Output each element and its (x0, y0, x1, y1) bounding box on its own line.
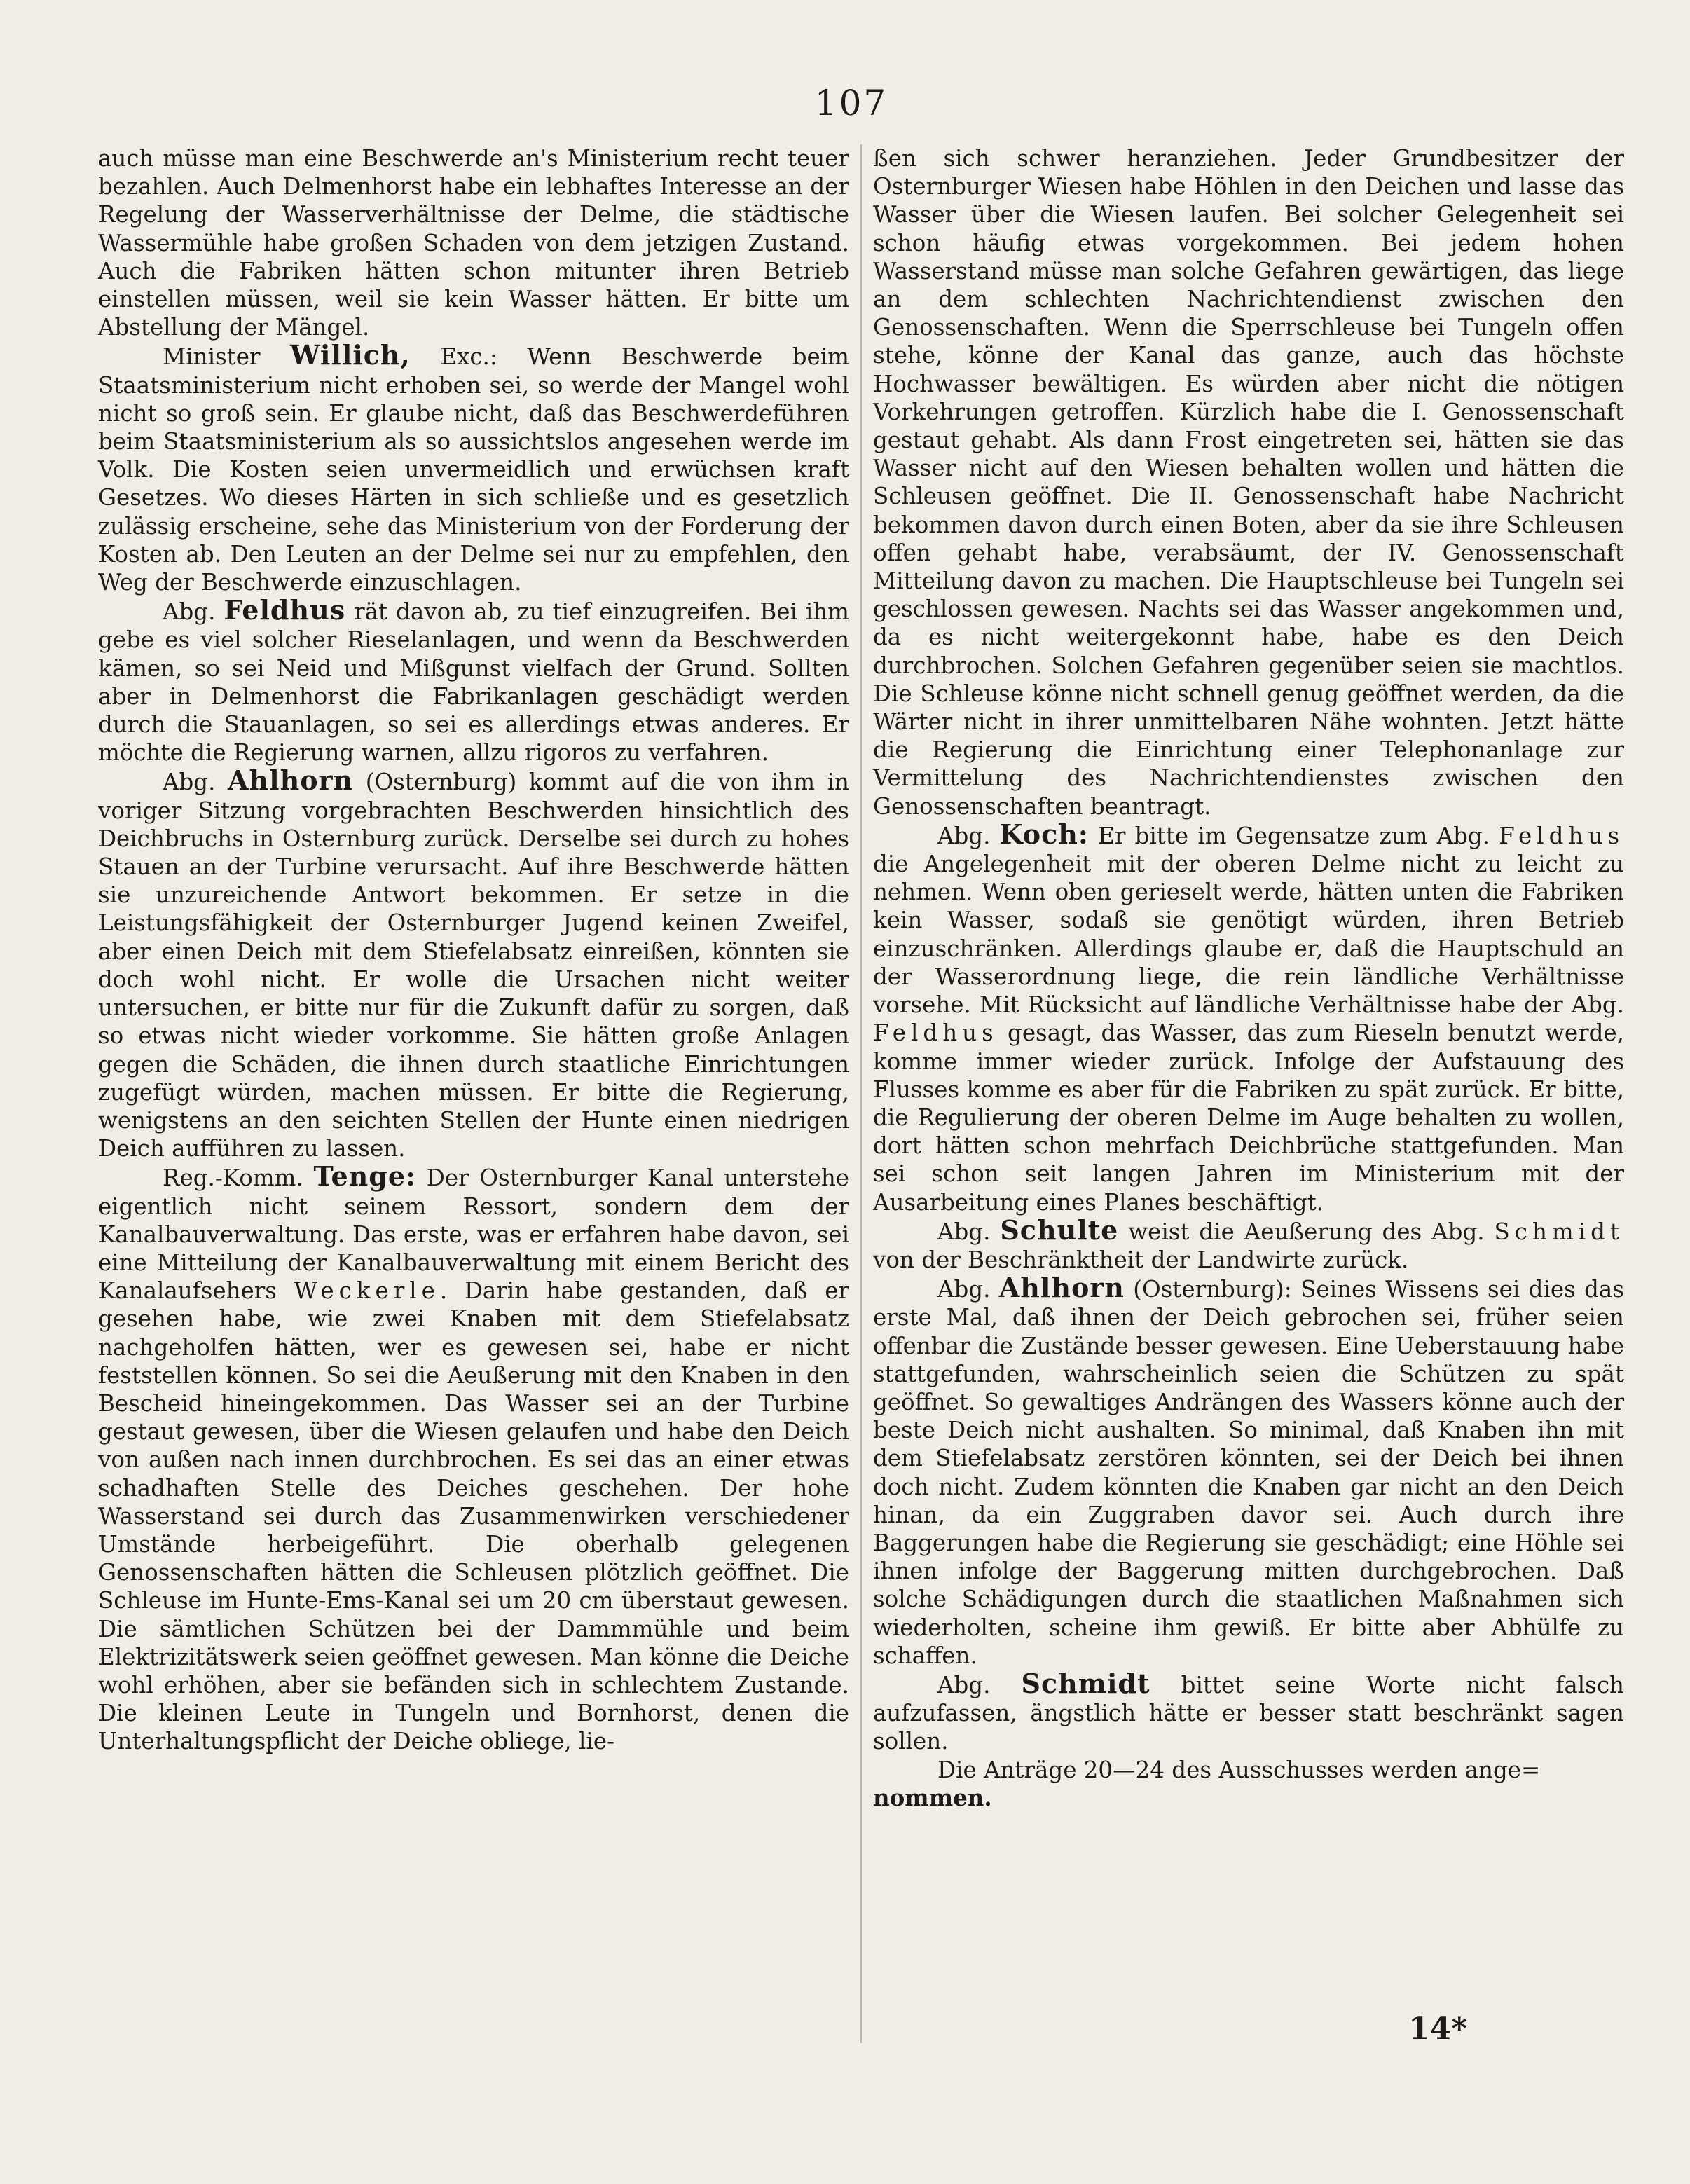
right-column (873, 144, 1624, 1812)
speaker-name: Koch: (999, 818, 1089, 850)
paragraph (873, 1667, 1624, 1756)
paragraph (98, 764, 849, 1162)
speaker-name: Schulte (1000, 1214, 1119, 1246)
speech-text: Der Osternburger Kanal unterstehe eigentlich nicht seinem Ressort, sondern dem der Kanalbauverwaltung. Das erste, was er erfahren habe davon, sei eine Mitteilung der Kanalbauverwaltung mit einem Bericht des Kanalaufsehers (98, 1165, 849, 1305)
paragraph (873, 1216, 1624, 1274)
speaker-title: Abg. (937, 1218, 1001, 1245)
sheet-signature: 14* (1408, 2011, 1468, 2047)
paragraph (98, 596, 849, 767)
spaced-name: Feldhus (1499, 822, 1624, 849)
paragraph: Die Anträge 20—24 des Ausschusses werden ange= nommen. (873, 1756, 1541, 1811)
speaker-title: Abg. (937, 822, 1000, 849)
speech-text: bittet seine Worte nicht falsch aufzufassen, ängstlich hätte er besser statt beschränkt sagen sollen. (873, 1671, 1624, 1755)
speech-text: (Osternburg) kommt auf die von ihm in voriger Sitzung vorgebrachten Beschwerden hinsichtlich des Deichbruchs in Osternburg zurück. Derselbe sei durch zu hohes Stauen an der Turbine verursacht. Auf ihre Beschwerde hätten sie unzureichende Antwort bekommen. Er setze in die Leistungsfähigkeit der Osternburger Jugend keinen Zweifel, aber einen Deich mit dem Stiefelabsatz einreißen, könnten sie doch wohl nicht. Er wolle die Ursachen nicht weiter untersuchen, er bitte nur für die Zukunft dafür zu sorgen, daß so etwas nicht wieder vorkomme. Sie hätten große Anlagen gegen die Schäden, die ihnen durch staatliche Einrichtungen zugefügt würden, machen müssen. Er bitte die Regierung, wenigstens an den seichten Stellen der Hunte einen niedrigen Deich aufführen zu lassen. (98, 769, 849, 1162)
speech-text: von der Beschränktheit der Landwirte zurück. (873, 1246, 1409, 1273)
speech-text: weist die Aeußerung des Abg. (1118, 1218, 1495, 1245)
spaced-name: Feldhus (873, 1019, 998, 1047)
speaker-title: Abg. (163, 769, 228, 796)
paragraph (98, 1162, 849, 1755)
spaced-name: Schmidt (1494, 1218, 1624, 1245)
speaker-title: Abg. (937, 1671, 1022, 1698)
speaker-title: Abg. (163, 598, 224, 626)
speaker-title: Minister (163, 343, 291, 371)
spaced-name: Weckerle (294, 1277, 440, 1305)
left-column (98, 144, 849, 1756)
page-number: 107 (814, 83, 888, 123)
speaker-name: Willich, (290, 339, 411, 371)
speech-text: Er bitte im Gegensatze zum Abg. (1088, 822, 1499, 849)
speaker-name: Tenge: (313, 1160, 417, 1193)
column-divider (860, 144, 862, 2043)
speech-text: (Osternburg): Seines Wissens sei dies das erste Mal, daß ihnen der Deich gebrochen sei, früher seien offenbar die Zustände besser gewesen. Eine Ueberstauung habe stattgefunden, wahrscheinlich seien die Schützen zu spät geöffnet. So gewaltiges Andrängen des Wassers könne auch der beste Deich nicht aushalten. So minimal, daß Knaben ihn mit dem Stiefelabsatz zerstören könnten, sei der Deich bei ihnen doch nicht. Zudem könnten die Knaben gar nicht an den Deich hinan, da ein Zuggraben davor sei. Auch durch ihre Baggerungen habe die Regierung sie geschädigt; eine Höhle sei ihnen infolge der Baggerung mitten durchgebrochen. Daß solche Schädigungen durch die staatlichen Maßnahmen sich wiederholten, scheine ihm gewiß. Er bitte aber Abhülfe zu schaffen. (873, 1276, 1624, 1669)
paragraph (873, 1274, 1624, 1670)
closing-word: nommen. (873, 1783, 992, 1811)
speaker-name: Feldhus (224, 594, 346, 626)
speech-text: Die Anträge 20—24 des Ausschusses werden ange (937, 1756, 1522, 1783)
speaker-name: Ahlhorn (228, 764, 354, 797)
paragraph (873, 820, 1624, 1216)
speech-text: gesagt, das Wasser, das zum Rieseln benutzt werde, komme immer wieder zurück. Infolge der Aufstauung des Flusses komme es aber für die Fabriken zu spät zurück. Er bitte, die Regulierung der oberen Delme im Auge behalten zu wollen, dort hätten schon mehrfach Deichbrüche stattgefunden. Man sei schon seit langen Jahren im Ministerium mit der Ausarbeitung eines Planes beschäftigt. (873, 1019, 1624, 1216)
speech-text: Exc.: Wenn Beschwerde beim Staatsministerium nicht erhoben sei, so werde der Mangel wohl nicht so groß sein. Er glaube nicht, daß das Beschwerdeführen beim Staatsministerium als so aussichtslos angesehen werde im Volk. Die Kosten seien unvermeidlich und erwüchsen kraft Gesetzes. Wo dieses Härten in sich schließe und es gesetzlich zulässig erscheine, sehe das Ministerium von der Forderung der Kosten ab. Den Leuten an der Delme sei nur zu empfehlen, den Weg der Beschwerde einzuschlagen. (98, 343, 849, 596)
paragraph: ßen sich schwer heranziehen. Jeder Grundbesitzer der Osternburger Wiesen habe Höhlen in den Deichen und lasse das Wasser über die Wiesen laufen. Bei solcher Gelegenheit sei schon häufig etwas vorgekommen. Bei jedem hohen Wasserstand müsse man solche Gefahren gewärtigen, das liege an dem schlechten Nachrichtendienst zwischen den Genossenschaften. Wenn die Sperrschleuse bei Tungeln offen stehe, könne der Kanal das ganze, auch das höchste Hochwasser bewältigen. Es würden aber nicht die nötigen Vorkehrungen getroffen. Kürzlich habe die I. Genossenschaft gestaut gehabt. Als dann Frost eingetreten sei, hätten sie das Wasser nicht auf den Wiesen behalten wollen und hätten die Schleusen geöffnet. Die II. Genossenschaft habe Nachricht bekommen davon durch einen Boten, aber da sie ihre Schleusen offen gehabt habe, verabsäumt, der IV. Genossenschaft Mitteilung davon zu machen. Die Hauptschleuse bei Tungeln sei geschlossen gewesen. Nachts sei das Wasser angekommen und, da es nicht weitergekonnt habe, habe es den Deich durchbrochen. Solchen Gefahren gegenüber seien sie machtlos. Die Schleuse könne nicht schnell genug geöffnet werden, da die Wärter nicht in ihrer unmittelbaren Nähe wohnten. Jetzt hätte die Regierung die Einrichtung einer Telephonanlage zur Vermittelung des Nachrichtendienstes zwischen den Genossenschaften beantragt. (873, 145, 1624, 820)
paragraph: auch müsse man eine Beschwerde an's Ministerium recht teuer bezahlen. Auch Delmenhorst habe ein lebhaftes Interesse an der Regelung der Wasserverhältnisse der Delme, die städtische Wassermühle habe großen Schaden von dem jetzigen Zustand. Auch die Fabriken hätten schon mitunter ihren Betrieb einstellen müssen, weil sie kein Wasser hätten. Er bitte um Abstellung der Mängel. (98, 145, 849, 341)
speech-text: rät davon ab, zu tief einzugreifen. Bei ihm gebe es viel solcher Rieselanlagen, und wenn da Beschwerden kämen, so sei Neid und Mißgunst vielfach der Grund. Sollten aber in Delmenhorst die Fabrikanlagen geschädigt werden durch die Stauanlagen, so sei es allerdings etwas anderes. Er möchte die Regierung warnen, allzu rigoros zu verfahren. (98, 598, 849, 767)
speech-text: . Darin habe gestanden, daß er gesehen habe, wie zwei Knaben mit dem Stiefelabsatz nachgeholfen hätten, wer es gewesen sei, habe er nicht feststellen können. So sei die Aeußerung mit den Knaben in den Bescheid hineingekommen. Das Wasser sei an der Turbine gestaut gewesen, über die Wiesen gelaufen und habe den Deich von außen nach innen durchbrochen. Es sei das an einer etwas schadhaften Stelle des Deiches geschehen. Der hohe Wasserstand sei durch das Zusammenwirken verschiedener Umstände herbeigeführt. Die oberhalb gelegenen Genossenschaften hätten die Schleusen plötzlich geöffnet. Die Schleuse im Hunte-Ems-Kanal sei um 20 cm überstaut gewesen. Die sämtlichen Schützen bei der Dammmühle und beim Elektrizitätswerk seien geöffnet gewesen. Man könne die Deiche wohl erhöhen, aber sie befänden sich in schlechtem Zustande. Die kleinen Leute in Tungeln und Bornhorst, denen die Unterhaltungspflicht der Deiche obliege, lie- (98, 1277, 849, 1755)
speaker-name: Schmidt (1021, 1667, 1150, 1699)
speaker-title: Abg. (937, 1276, 999, 1303)
speaker-name: Ahlhorn (998, 1272, 1125, 1304)
paragraph (98, 341, 849, 596)
speech-text: die Angelegenheit mit der oberen Delme nicht zu leicht zu nehmen. Wenn oben gerieselt werde, hätten unten die Fabriken kein Wasser, sodaß sie genötigt würden, ihren Betrieb einzuschränken. Allerdings glaube er, daß die Hauptschuld an der Wasserordnung liege, die rein ländliche Verhältnisse vorsehe. Mit Rücksicht auf ländliche Verhältnisse habe der Abg. (873, 851, 1624, 1019)
speaker-title: Reg.-Komm. (163, 1165, 314, 1192)
